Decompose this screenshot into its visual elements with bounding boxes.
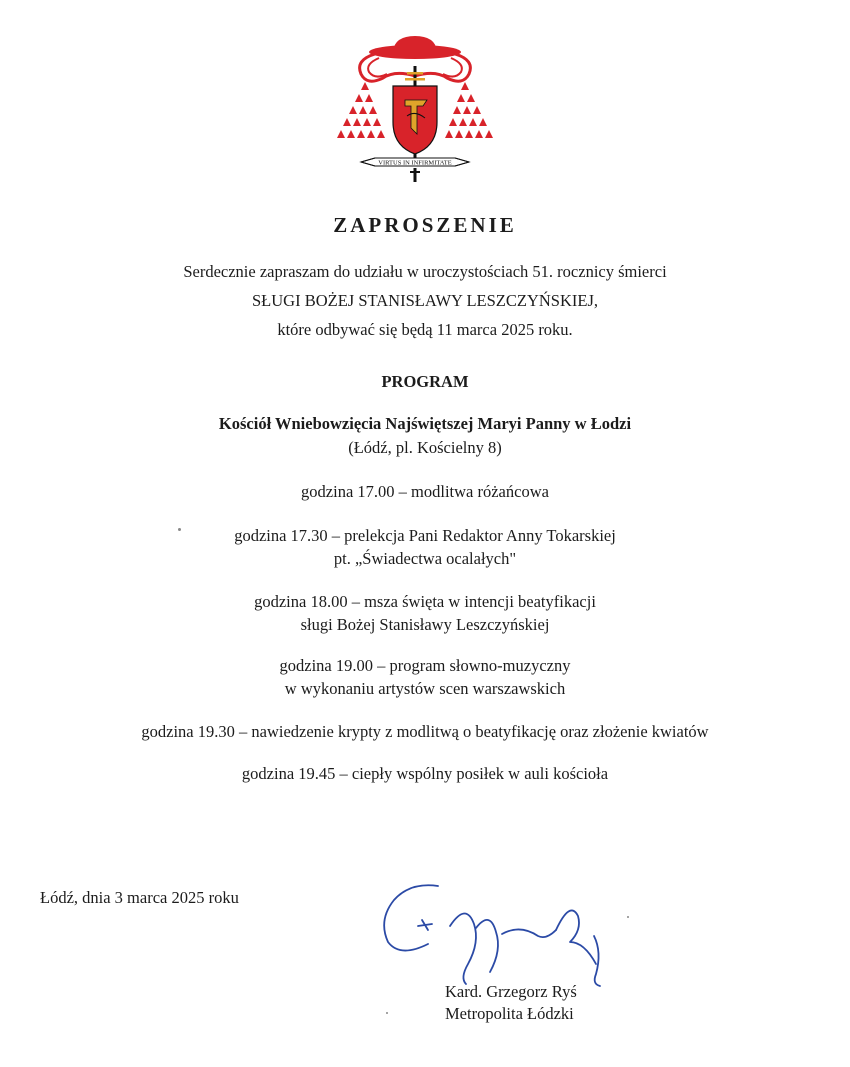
program-item-line: w wykonaniu artystów scen warszawskich xyxy=(284,679,566,698)
dust-speck xyxy=(627,916,629,918)
program-item-line: sługi Bożej Stanisławy Leszczyńskiej xyxy=(300,615,550,634)
intro-line-3: które odbywać się będą 11 marca 2025 roku. xyxy=(277,320,573,339)
program-heading: PROGRAM xyxy=(381,372,469,391)
program-item-line: godzina 19.00 – program słowno-muzyczny xyxy=(279,656,571,675)
program-address: (Łódź, pl. Kościelny 8) xyxy=(348,438,502,457)
cardinal-coat-of-arms xyxy=(335,30,495,190)
document-title: ZAPROSZENIE xyxy=(333,213,517,237)
place-and-date: Łódź, dnia 3 marca 2025 roku xyxy=(40,888,239,907)
svg-text:VIRTUS IN INFIRMITATE: VIRTUS IN INFIRMITATE xyxy=(378,159,452,167)
intro-line-2: SŁUGI BOŻEJ STANISŁAWY LESZCZYŃSKIEJ, xyxy=(252,291,598,310)
intro-line-1: Serdecznie zapraszam do udziału w uroczystościach 51. rocznicy śmierci xyxy=(183,262,667,281)
program-item-line: pt. „Świadectwa ocalałych" xyxy=(333,549,517,568)
dust-speck xyxy=(386,1012,388,1014)
program-venue: Kościół Wniebowzięcia Najświętszej Maryi Panny w Łodzi xyxy=(218,414,632,433)
program-item-line: godzina 18.00 – msza święta w intencji beatyfikacji xyxy=(254,592,596,611)
program-item-line: godzina 17.30 – prelekcja Pani Redaktor Anny Tokarskiej xyxy=(234,526,616,545)
program-item-line: godzina 19.30 – nawiedzenie krypty z modlitwą o beatyfikację oraz złożenie kwiatów xyxy=(141,722,709,741)
signatory-title: Metropolita Łódzki xyxy=(445,1004,574,1023)
program-item-line: godzina 17.00 – modlitwa różańcowa xyxy=(301,482,549,501)
program-item-line: godzina 19.45 – ciepły wspólny posiłek w auli kościoła xyxy=(241,764,609,783)
signatory-name: Kard. Grzegorz Ryś xyxy=(445,982,577,1001)
dust-speck xyxy=(178,528,181,531)
handwritten-signature xyxy=(370,880,620,990)
